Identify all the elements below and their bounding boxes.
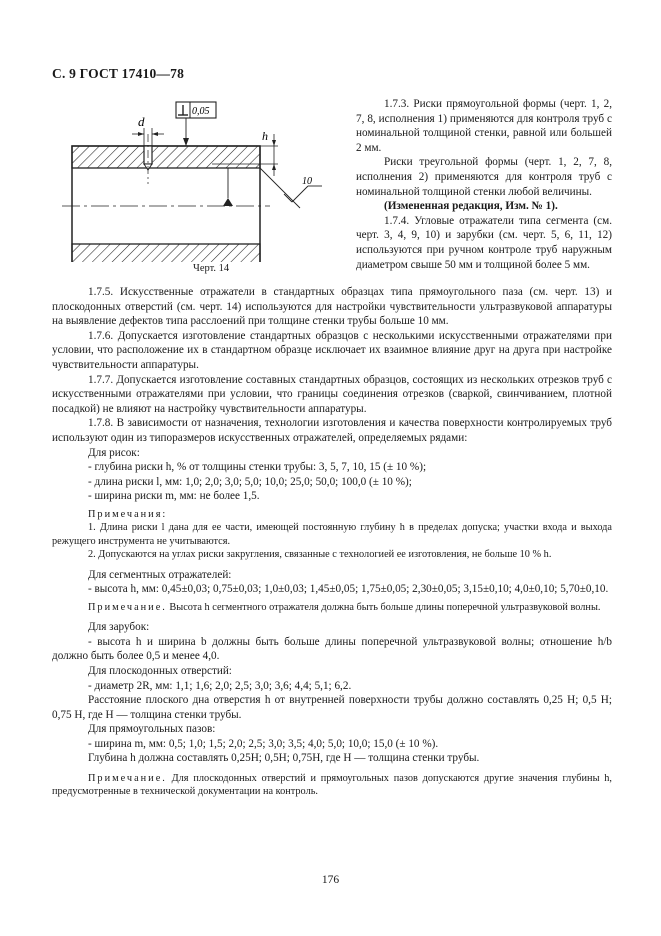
- right-column-text: [356, 97, 612, 272]
- paragraph-1-7-6: 1.7.6. Допускается изготовление стандартных образцов с несколькими искусственными отражателями при условии, что расположение их в стандартном образце исключает их взаимное влияние друг на друга при настройке чувствительности аппаратуры.: [52, 329, 612, 371]
- paragraph-1-7-3: 1.7.3. Риски прямоугольной формы (черт. 1, 2, 7, 8, исполнения 1) применяются для контроля труб с номинальной толщиной стенки, равной или большей 2 мм.: [356, 98, 612, 154]
- label-d: d: [138, 114, 145, 129]
- flat-diameter: - диаметр 2R, мм: 1,1; 1,6; 2,0; 2,5; 3,0; 3,6; 4,4; 5,1; 6,2.: [88, 679, 352, 692]
- segment-note-text: Высота h сегментного отражателя должна быть больше длины поперечной ультразвуковой волны.: [166, 601, 601, 613]
- segment-heading: Для сегментных отражателей:: [88, 568, 232, 581]
- final-note: [52, 772, 612, 799]
- segment-note: [52, 601, 612, 614]
- figure-14-drawing: [52, 94, 348, 262]
- final-note-text: Для плоскодонных отверстий и прямоугольных пазов допускаются другие значения глубины h, предусмотренные в технической документации на контроль.: [52, 773, 612, 798]
- rect-heading: Для прямоугольных пазов:: [88, 723, 216, 736]
- figure-caption: Черт. 14: [193, 263, 230, 274]
- label-h: h: [262, 129, 268, 143]
- segment-height: - высота h, мм: 0,45±0,03; 0,75±0,03; 1,0±0,03; 1,45±0,05; 1,75±0,05; 2,30±0,05; 3,15±0,10; 4,0±0,10; 5,70±0,10.: [88, 583, 609, 596]
- revision-note: (Измененная редакция, Изм. № 1).: [384, 200, 558, 213]
- note-1: 1. Длина риски l дана для ее части, имеющей постоянную глубину h в пределах допуска; участки входа и выхода режущего инструмента не учитываются.: [52, 522, 612, 547]
- page-number: 176: [321, 874, 340, 886]
- label-roughness: 10: [302, 176, 312, 187]
- note-2: 2. Допускаются на углах риски закругления, связанные с технологией ее изготовления, не больше 10 % h.: [88, 549, 552, 561]
- rect-width: - ширина m, мм: 0,5; 1,0; 1,5; 2,0; 2,5; 3,0; 3,5; 4,0; 5,0; 10,0; 15,0 (± 10 %).: [88, 737, 439, 750]
- final-note-label: Примечание.: [88, 773, 167, 785]
- paragraph-1-7-3-triangle: Риски треугольной формы (черт. 1, 2, 7, 8, исполнения 2) применяются для контроля труб с номинальной толщиной стенки любой величины.: [356, 156, 612, 198]
- risk-heading: Для рисок:: [88, 446, 140, 459]
- risk-depth: - глубина риски h, % от толщины стенки трубы: 3, 5, 7, 10, 15 (± 10 %);: [88, 461, 427, 474]
- rect-depth: Глубина h должна составлять 0,25H; 0,5H; 0,75H, где H — толщина стенки трубы.: [88, 752, 480, 765]
- risk-length: - длина риски l, мм: 1,0; 2,0; 3,0; 5,0; 10,0; 25,0; 50,0; 100,0 (± 10 %);: [88, 475, 412, 488]
- risk-width: - ширина риски m, мм: не более 1,5.: [88, 490, 260, 503]
- paragraph-1-7-8: 1.7.8. В зависимости от назначения, технологии изготовления и качества поверхности контролируемых труб используют один из типоразмеров искусственных отражателей, определяемых рядами:: [52, 417, 612, 444]
- tolerance-value: 0,05: [192, 106, 210, 117]
- paragraph-1-7-7: 1.7.7. Допускается изготовление составных стандартных образцов, состоящих из нескольких отрезков труб с искусственными отражателями при условии, что границы соединения отрезков (сваркой, свинчиванием, плотной посадкой) не влияют на настройку чувствительности аппаратуры.: [52, 373, 612, 415]
- notes-title: Примечания:: [88, 508, 168, 520]
- flat-heading: Для плоскодонных отверстий:: [88, 664, 232, 677]
- paragraph-1-7-4: 1.7.4. Угловые отражатели типа сегмента (см. черт. 3, 4, 9, 10) и зарубки (см. черт. 5, 6, 11, 12) используются при ручном контроле труб наружным диаметром свыше 50 мм и толщиной более 5 мм.: [356, 214, 612, 271]
- main-text: [52, 285, 612, 799]
- page-header: С. 9 ГОСТ 17410—78: [52, 66, 185, 81]
- flat-distance: Расстояние плоского дна отверстия h от внутренней поверхности трубы должно составлять 0,25 H; 0,5 H; 0,75 H, где H — толщина стенки трубы.: [52, 694, 612, 721]
- notch-heading: Для зарубок:: [88, 621, 150, 634]
- segment-note-label: Примечание.: [88, 601, 167, 613]
- notch-text: - высота h и ширина b должны быть больше длины поперечной ультразвуковой волны; отношение h/b должно быть более 0,5 и менее 4,0.: [52, 635, 612, 663]
- paragraph-1-7-5: 1.7.5. Искусственные отражатели в стандартных образцах типа прямоугольного паза (см. черт. 13) и плоскодонных отверстий (см. черт. 14) используются для настройки чувствительности ультразвуковой аппаратуры на выявление дефектов типа расслоений при толщине стенки трубы больше 10 мм.: [52, 286, 612, 328]
